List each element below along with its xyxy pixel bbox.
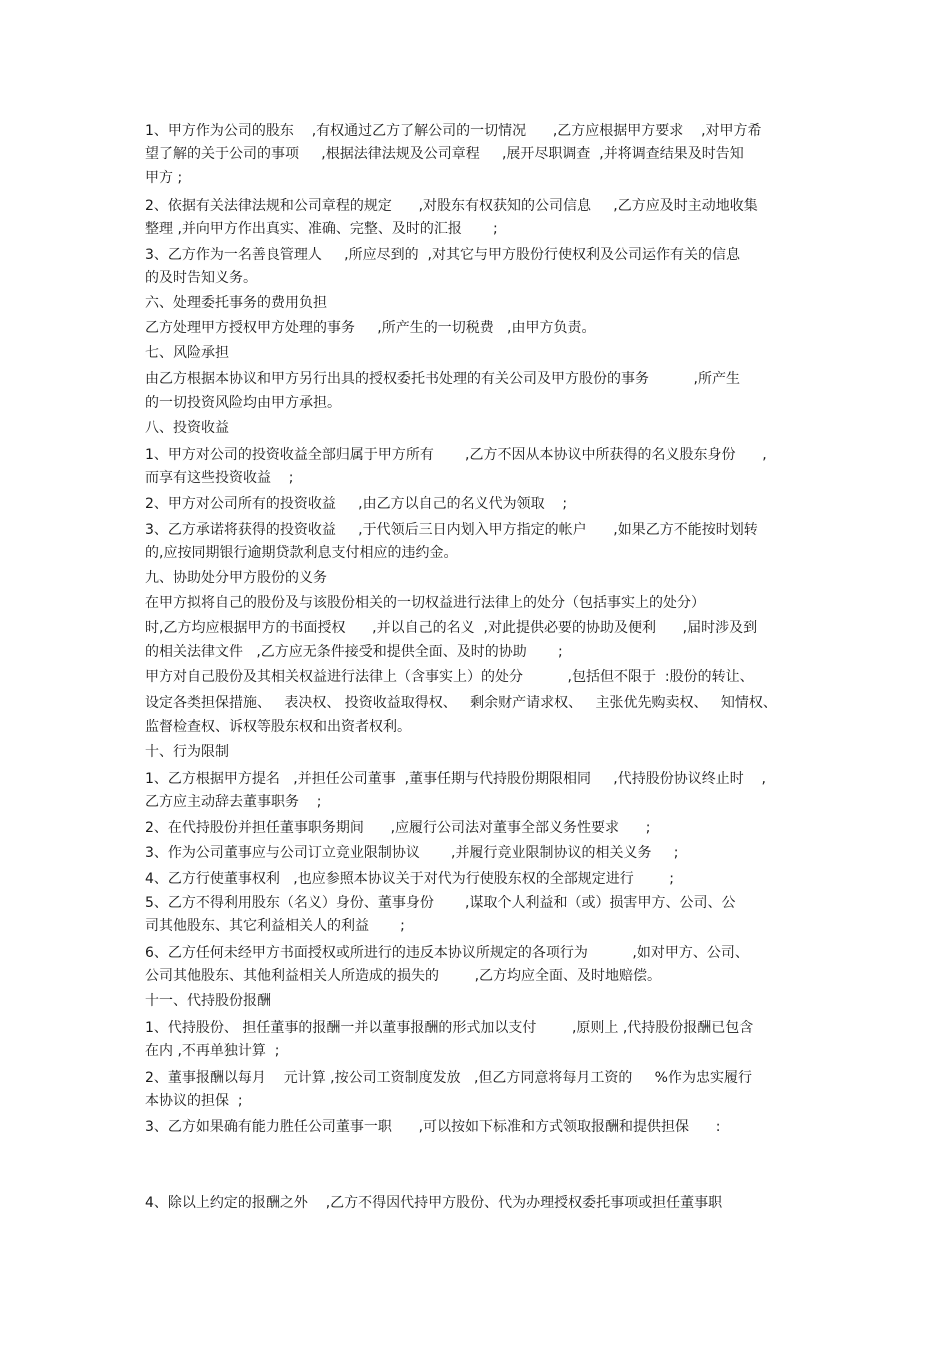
text-line: 由乙方根据本协议和甲方另行出具的授权委托书处理的有关公司及甲方股份的事务 ,所产生 — [145, 371, 740, 387]
text-line: 本协议的担保 ; — [145, 1093, 243, 1109]
text-line: 时,乙方均应根据甲方的书面授权 ,并以自己的名义 ,对此提供必要的协助及便利 ,届时涉及到 — [145, 620, 758, 636]
section-heading: 七、风险承担 — [145, 345, 229, 361]
text-line: 甲方对自己股份及其相关权益进行法律上（含事实上）的处分 ,包括但不限于 :股份的转让、 — [145, 669, 754, 685]
text-line: 乙方处理甲方授权甲方处理的事务 ,所产生的一切税费 ,由甲方负责。 — [145, 320, 596, 336]
text-line: 4、除以上约定的报酬之外 ,乙方不得因代持甲方股份、代为办理授权委托事项或担任董事职 — [145, 1195, 723, 1211]
text-line: 5、乙方不得利用股东（名义）身份、董事身份 ,谋取个人利益和（或）损害甲方、公司、公 — [145, 895, 736, 911]
text-line: 司其他股东、其它利益相关人的利益 ; — [145, 918, 405, 934]
text-line: 4、乙方行使董事权利 ,也应参照本协议关于对代为行使股东权的全部规定进行 ; — [145, 871, 675, 887]
text-line: 3、乙方如果确有能力胜任公司董事一职 ,可以按如下标准和方式领取报酬和提供担保 : — [145, 1119, 721, 1135]
text-line: 2、依据有关法律法规和公司章程的规定 ,对股东有权获知的公司信息 ,乙方应及时主动地收集 — [145, 198, 758, 214]
text-line: 1、乙方根据甲方提名 ,并担任公司董事 ,董事任期与代持股份期限相同 ,代持股份协议终止时 , — [145, 771, 767, 787]
text-line: 3、乙方作为一名善良管理人 ,所应尽到的 ,对其它与甲方股份行使权利及公司运作有关的信息 — [145, 247, 740, 263]
text-line: 2、甲方对公司所有的投资收益 ,由乙方以自己的名义代为领取 ; — [145, 496, 568, 512]
text-line: 设定各类担保措施、 表决权、 投资收益取得权、 剩余财产请求权、 主张优先购卖权、 知情权、 — [145, 695, 777, 711]
text-line: 1、甲方对公司的投资收益全部归属于甲方所有 ,乙方不因从本协议中所获得的名义股东身份 , — [145, 447, 767, 463]
text-line: 的,应按同期银行逾期贷款利息支付相应的违约金。 — [145, 545, 458, 561]
section-heading: 九、协助处分甲方股份的义务 — [145, 570, 327, 586]
section-heading: 十、行为限制 — [145, 744, 229, 760]
text-line: 在内 ,不再单独计算 ; — [145, 1043, 280, 1059]
text-line: 3、乙方承诺将获得的投资收益 ,于代领后三日内划入甲方指定的帐户 ,如果乙方不能按时划转 — [145, 522, 758, 538]
text-line: 望了解的关于公司的事项 ,根据法律法规及公司章程 ,展开尽职调查 ,并将调查结果及时告知 — [145, 146, 744, 162]
text-line: 的相关法律文件 ,乙方应无条件接受和提供全面、及时的协助 ; — [145, 644, 563, 660]
text-line: 2、董事报酬以每月 元计算 ,按公司工资制度发放 ,但乙方同意将每月工资的 %作为忠实履行 — [145, 1070, 752, 1086]
text-line: 甲方 ; — [145, 170, 183, 186]
section-heading: 六、处理委托事务的费用负担 — [145, 295, 327, 311]
text-line: 的及时告知义务。 — [145, 270, 257, 286]
text-line: 而享有这些投资收益 ; — [145, 470, 294, 486]
text-line: 在甲方拟将自己的股份及与该股份相关的一切权益进行法律上的处分（包括事实上的处分） — [145, 595, 705, 611]
text-line: 6、乙方任何未经甲方书面授权或所进行的违反本协议所规定的各项行为 ,如对甲方、公司、 — [145, 945, 749, 961]
text-line: 乙方应主动辞去董事职务 ; — [145, 794, 322, 810]
section-heading: 十一、代持股份报酬 — [145, 993, 271, 1009]
text-line: 1、甲方作为公司的股东 ,有权通过乙方了解公司的一切情况 ,乙方应根据甲方要求 ,对甲方希 — [145, 123, 762, 139]
text-line: 1、代持股份、 担任董事的报酬一并以董事报酬的形式加以支付 ,原则上 ,代持股份报酬已包含 — [145, 1020, 754, 1036]
text-line: 3、作为公司董事应与公司订立竞业限制协议 ,并履行竞业限制协议的相关义务 ; — [145, 845, 679, 861]
text-line: 公司其他股东、其他利益相关人所造成的损失的 ,乙方均应全面、及时地赔偿。 — [145, 968, 662, 984]
text-line: 的一切投资风险均由甲方承担。 — [145, 395, 341, 411]
section-heading: 八、投资收益 — [145, 420, 229, 436]
text-line: 整理 ,并向甲方作出真实、准确、完整、及时的汇报 ; — [145, 221, 498, 237]
text-line: 2、在代持股份并担任董事职务期间 ,应履行公司法对董事全部义务性要求 ; — [145, 820, 651, 836]
text-line: 监督检查权、诉权等股东权和出资者权利。 — [145, 719, 411, 735]
